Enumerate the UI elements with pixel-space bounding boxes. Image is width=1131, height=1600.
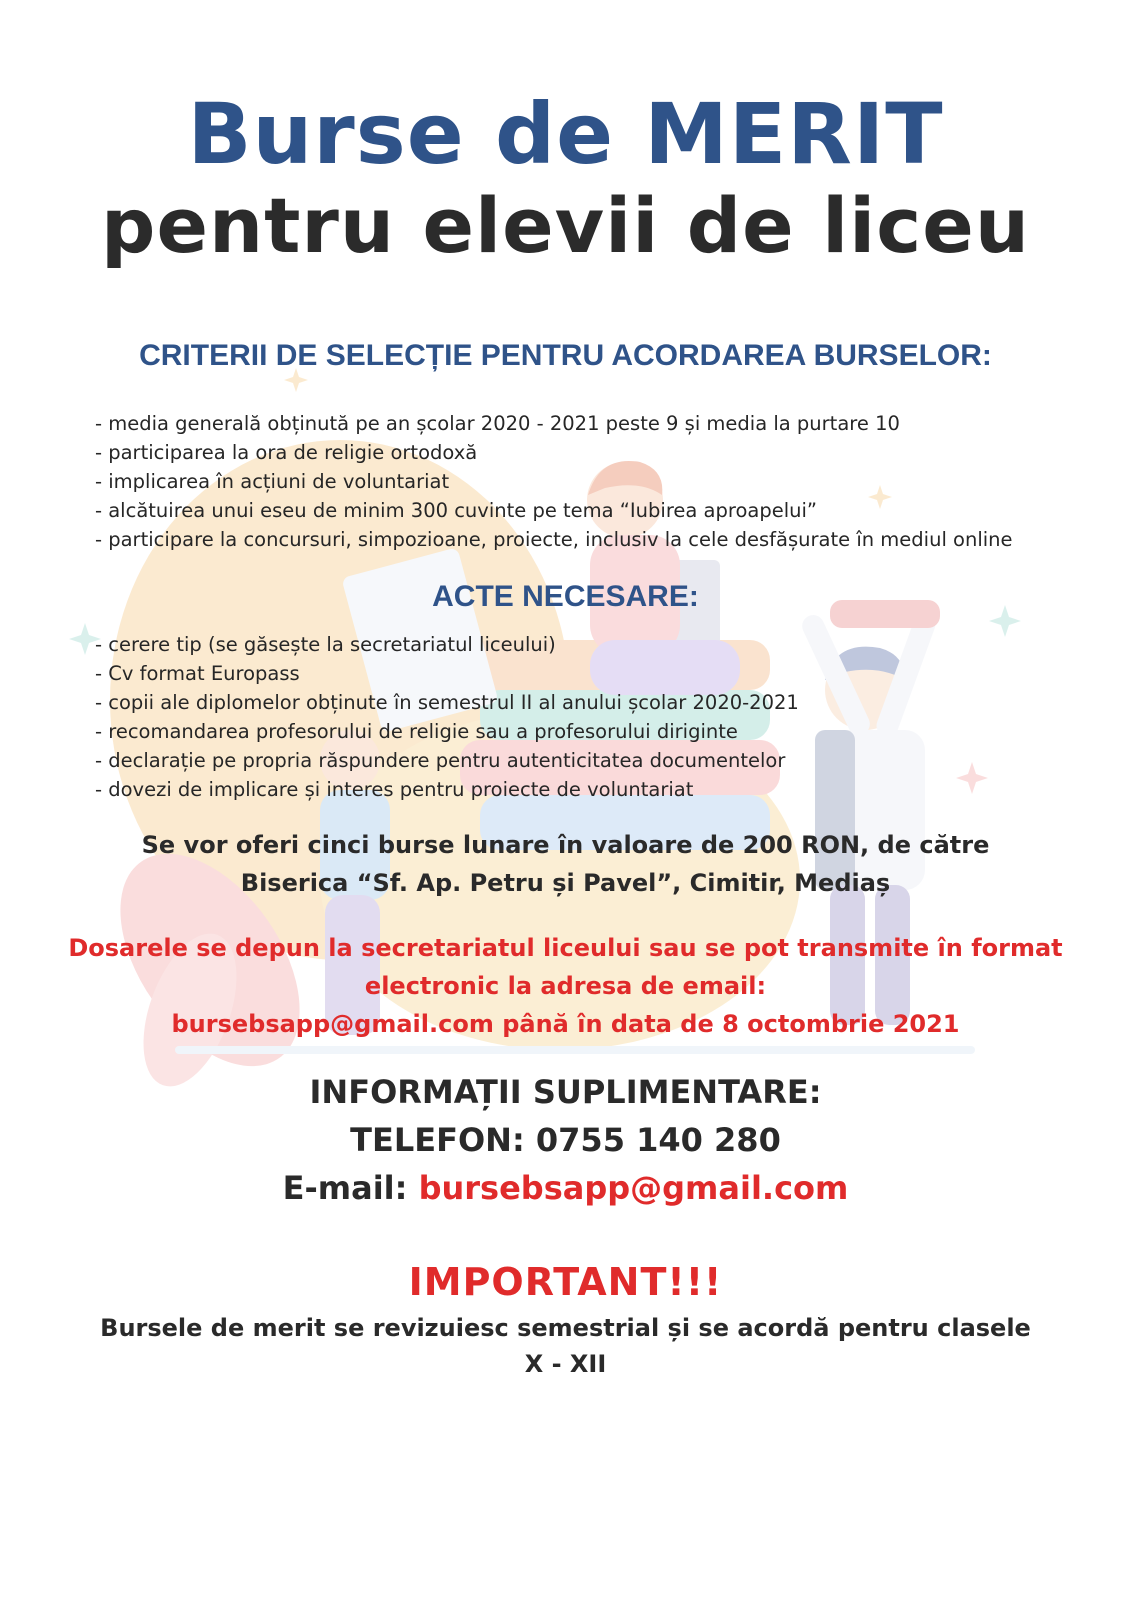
deadline-line: Dosarele se depun la secretariatul liceului sau se pot transmite în format bbox=[68, 934, 1063, 962]
list-item: - dovezi de implicare și interes pentru proiecte de voluntariat bbox=[95, 778, 694, 801]
offer-line: Biserica “Sf. Ap. Petru și Pavel”, Cimitir, Mediaș bbox=[240, 869, 891, 897]
submission-deadline bbox=[40, 929, 1091, 1043]
list-item: - alcătuirea unui eseu de minim 300 cuvinte pe tema “Iubirea aproapelui” bbox=[95, 499, 818, 522]
list-item: - participare la concursuri, simpozioane, proiecte, inclusiv la cele desfășurate în mediul online bbox=[95, 528, 1013, 551]
scholarship-offer bbox=[40, 826, 1091, 902]
criteria-list bbox=[95, 409, 1013, 554]
list-item: - media generală obținută pe an școlar 2020 - 2021 peste 9 și media la purtare 10 bbox=[95, 412, 900, 435]
info-heading: INFORMAȚII SUPLIMENTARE: bbox=[309, 1073, 822, 1111]
list-item: - Cv format Europass bbox=[95, 662, 300, 685]
important-note bbox=[40, 1310, 1091, 1382]
email-link[interactable]: bursebsapp@gmail.com bbox=[418, 1169, 849, 1207]
phone-number: TELEFON: 0755 140 280 bbox=[350, 1121, 781, 1159]
note-line: Bursele de merit se revizuiesc semestrial și se acordă pentru clasele bbox=[100, 1314, 1031, 1342]
note-line: X - XII bbox=[524, 1350, 607, 1378]
main-title: Burse de MERIT bbox=[187, 85, 944, 183]
list-item: - recomandarea profesorului de religie sau a profesorului diriginte bbox=[95, 720, 738, 743]
criteria-heading: CRITERII DE SELECȚIE PENTRU ACORDAREA BURSELOR: bbox=[139, 339, 992, 372]
important-heading: IMPORTANT!!! bbox=[408, 1260, 723, 1304]
main-subtitle: pentru elevii de liceu bbox=[101, 181, 1030, 270]
list-item: - implicarea în acțiuni de voluntariat bbox=[95, 470, 450, 493]
list-item: - participarea la ora de religie ortodoxă bbox=[95, 441, 478, 464]
list-item: - declarație pe propria răspundere pentru autenticitatea documentelor bbox=[95, 749, 786, 772]
list-item: - cerere tip (se găsește la secretariatul liceului) bbox=[95, 633, 556, 656]
list-item: - copii ale diplomelor obținute în semestrul II al anului școlar 2020-2021 bbox=[95, 691, 799, 714]
contact-email bbox=[40, 1162, 1091, 1214]
offer-line: Se vor oferi cinci burse lunare în valoare de 200 RON, de către bbox=[141, 831, 990, 859]
deadline-line: bursebsapp@gmail.com până în data de 8 octombrie 2021 bbox=[171, 1010, 960, 1038]
documents-list bbox=[95, 630, 799, 804]
email-label: E-mail: bbox=[282, 1169, 419, 1207]
deadline-line: electronic la adresa de email: bbox=[364, 972, 767, 1000]
documents-heading: ACTE NECESARE: bbox=[432, 580, 699, 613]
